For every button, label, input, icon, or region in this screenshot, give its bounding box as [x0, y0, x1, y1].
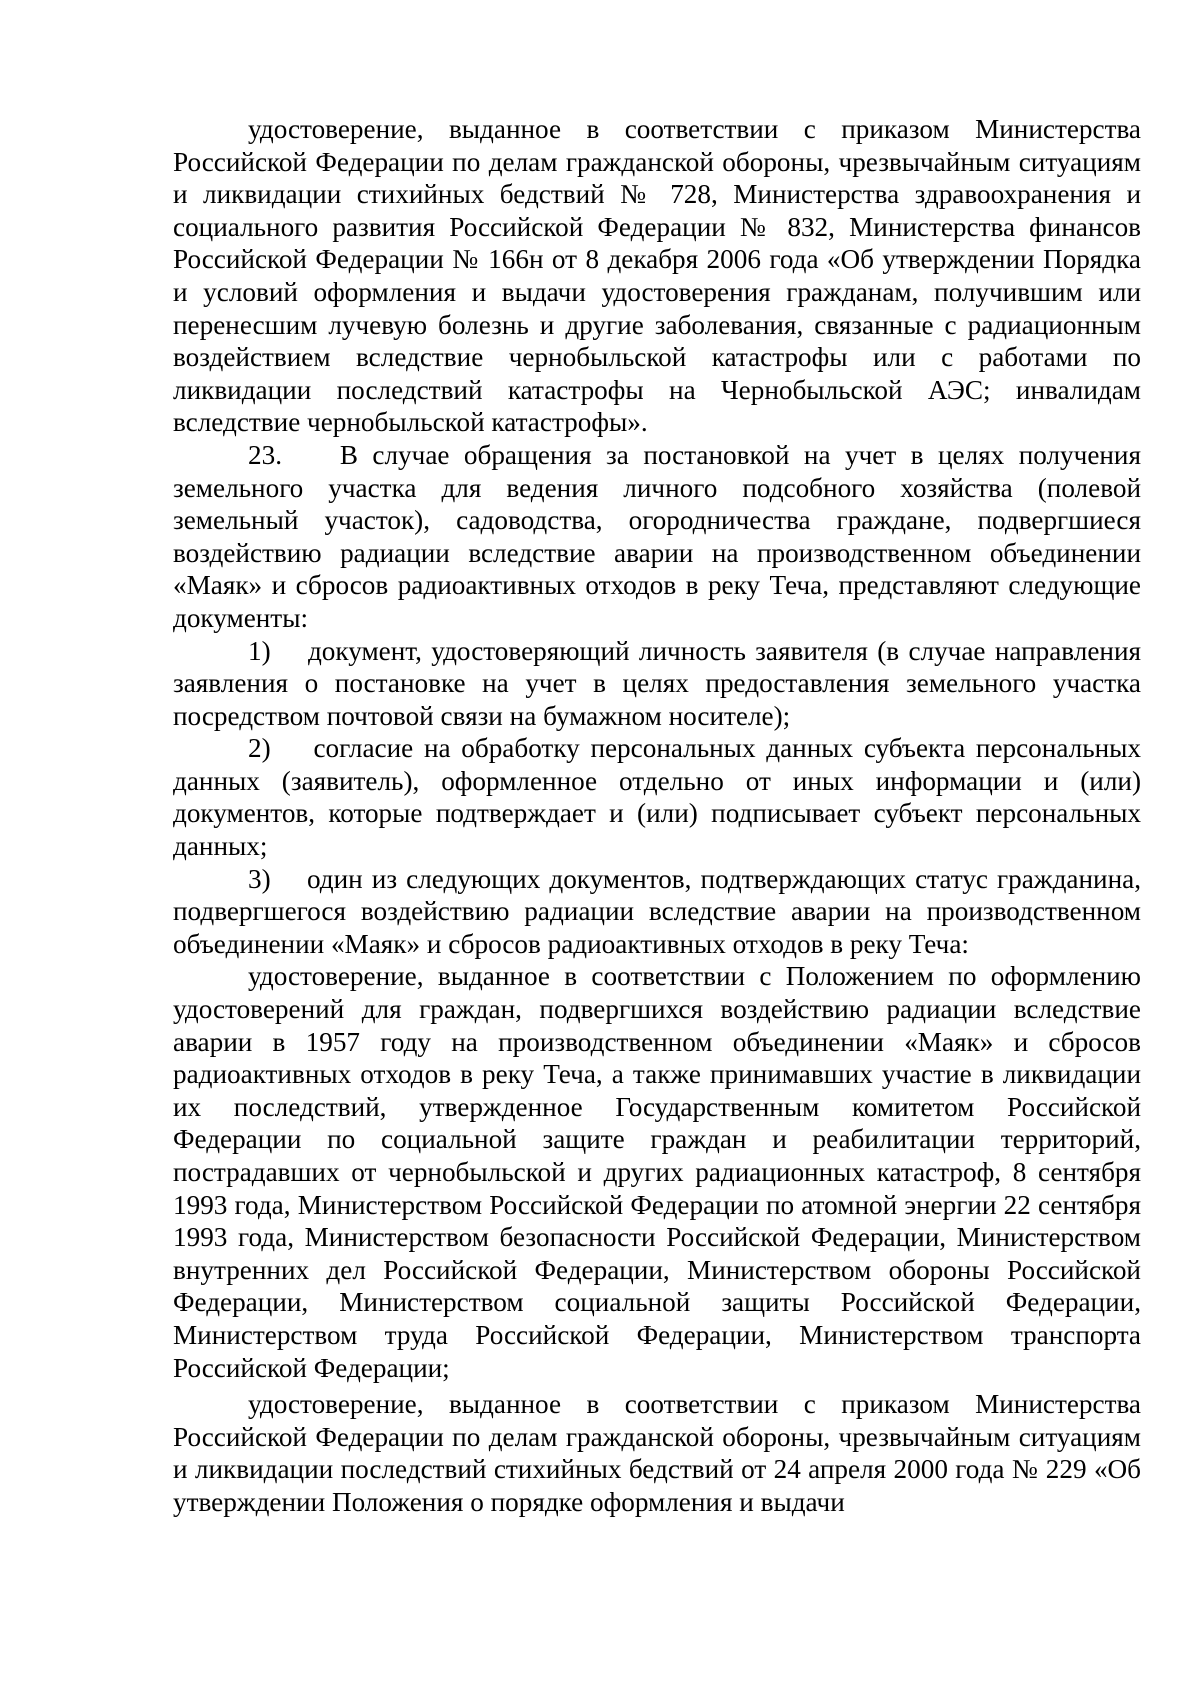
paragraph-subitem-3: 3) один из следующих документов, подтверждающих статус гражданина, подвергшегося воздействию радиации вследствие аварии на производственном объединении «Маяк» и сбросов радиоактивных отходов в реку Теча:: [173, 863, 1141, 959]
paragraph-certificate-chernobyl: удостоверение, выданное в соответствии с приказом Министерства Российской Федерации по делам гражданской обороны, чрезвычайным ситуациям и ликвидации стихийных бедствий № 728, Министерства здравоохранения и социального развития Российской Федерации № 832, Министерства финансов Российской Федерации № 166н от 8 декабря 2006 года «Об утверждении Порядка и условий оформления и выдачи удостоверения гражданам, получившим или перенесшим лучевую болезнь и другие заболевания, связанные с радиационным воздействием вследствие чернобыльской катастрофы или с работами по ликвидации последствий катастрофы на Чернобыльской АЭС; инвалидам вследствие чернобыльской катастрофы».: [173, 114, 1141, 438]
document-body: [173, 113, 1141, 1519]
paragraph-certificate-mchs: удостоверение, выданное в соответствии с приказом Министерства Российской Федерации по делам гражданской обороны, чрезвычайным ситуациям и ликвидации последствий стихийных бедствий от 24 апреля 2000 года № 229 «Об утверждении Положения о порядке оформления и выдачи: [173, 1389, 1141, 1517]
paragraph-certificate-mayak: удостоверение, выданное в соответствии с Положением по оформлению удостоверений для граждан, подвергшихся воздействию радиации вследствие аварии в 1957 году на производственном объединении «Маяк» и сбросов радиоактивных отходов в реку Теча, а также принимавших участие в ликвидации их последствий, утвержденное Государственным комитетом Российской Федерации по социальной защите граждан и реабилитации территорий, пострадавших от чернобыльской и других радиационных катастроф, 8 сентября 1993 года, Министерством Российской Федерации по атомной энергии 22 сентября 1993 года, Министерством безопасности Российской Федерации, Министерством внутренних дел Российской Федерации, Министерством обороны Российской Федерации, Министерством социальной защиты Российской Федерации, Министерством труда Российской Федерации, Министерством транспорта Российской Федерации;: [173, 961, 1141, 1383]
paragraph-subitem-1: 1) документ, удостоверяющий личность заявителя (в случае направления заявления о постановке на учет в целях предоставления земельного участка посредством почтовой связи на бумажном носителе);: [173, 635, 1141, 731]
paragraph-item-23: 23. В случае обращения за постановкой на учет в целях получения земельного участка для ведения личного подсобного хозяйства (полевой земельный участок), садоводства, огородничества граждане, подвергшиеся воздействию радиации вследствие аварии на производственном объединении «Маяк» и сбросов радиоактивных отходов в реку Теча, представляют следующие документы:: [173, 439, 1141, 633]
paragraph-subitem-2: 2) согласие на обработку персональных данных субъекта персональных данных (заявитель), оформленное отдельно от иных информации и (или) документов, которые подтверждает и (или) подписывает субъект персональных данных;: [173, 733, 1141, 862]
